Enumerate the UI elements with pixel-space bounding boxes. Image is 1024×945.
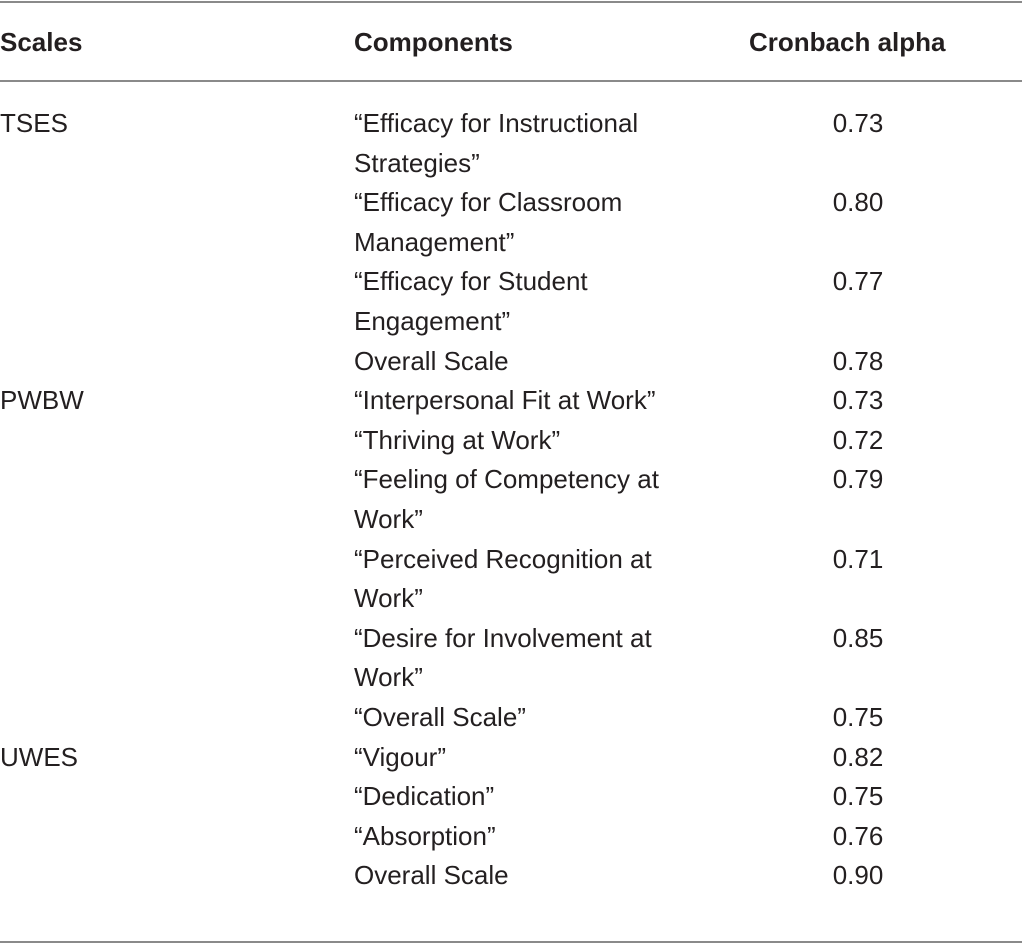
- table-row: [0, 540, 1022, 619]
- table-row: [0, 817, 1022, 857]
- table-row: [0, 777, 1022, 817]
- component-cell: “Perceived Recognition at Work”: [354, 543, 652, 614]
- component-cell: “Thriving at Work”: [354, 424, 561, 455]
- table-row: [0, 342, 1022, 382]
- header-separator-rule: [0, 80, 1022, 82]
- component-cell: “Overall Scale”: [354, 701, 526, 732]
- alpha-cell: 0.85: [832, 622, 884, 653]
- component-cell: Overall Scale: [354, 345, 509, 376]
- scale-cell: PWBW: [0, 385, 84, 416]
- alpha-cell: 0.75: [832, 701, 884, 732]
- alpha-cell: 0.71: [832, 543, 884, 574]
- table-row: [0, 856, 1022, 896]
- table-row: [0, 104, 1022, 183]
- component-cell: Overall Scale: [354, 860, 509, 891]
- header-scales: Scales: [0, 27, 83, 57]
- alpha-cell: 0.77: [832, 266, 884, 297]
- alpha-cell: 0.80: [832, 187, 884, 218]
- component-cell: “Interpersonal Fit at Work”: [354, 385, 656, 416]
- alpha-cell: 0.76: [832, 820, 884, 851]
- alpha-cell: 0.72: [832, 424, 884, 455]
- alpha-cell: 0.90: [832, 860, 884, 891]
- table-row: [0, 460, 1022, 539]
- component-cell: “Efficacy for Instructional Strategies”: [354, 108, 639, 178]
- table-row: [0, 619, 1022, 698]
- component-cell: “Efficacy for Classroom Management”: [354, 187, 623, 257]
- scale-cell: UWES: [0, 741, 78, 772]
- component-cell: “Efficacy for Student Engagement”: [354, 266, 588, 336]
- table-row: [0, 698, 1022, 738]
- component-cell: “Dedication”: [354, 781, 495, 812]
- component-cell: “Absorption”: [354, 820, 496, 851]
- component-cell: “Vigour”: [354, 741, 447, 772]
- alpha-cell: 0.73: [832, 108, 884, 138]
- component-cell: “Desire for Involvement at Work”: [354, 622, 652, 693]
- table-top-rule: [0, 1, 1022, 3]
- alpha-cell: 0.82: [832, 741, 884, 772]
- header-components: Components: [354, 27, 513, 57]
- table-row: [0, 738, 1022, 778]
- alpha-cell: 0.73: [832, 385, 884, 416]
- header-cronbach-alpha: Cronbach alpha: [749, 27, 946, 57]
- alpha-cell: 0.75: [832, 781, 884, 812]
- component-cell: “Feeling of Competency at Work”: [354, 464, 659, 534]
- table-row: [0, 421, 1022, 461]
- table-row: [0, 183, 1022, 262]
- table-row: [0, 381, 1022, 421]
- table-row: [0, 262, 1022, 341]
- alpha-cell: 0.79: [832, 464, 884, 495]
- alpha-cell: 0.78: [832, 345, 884, 376]
- table-body: [0, 104, 1022, 896]
- scale-cell: TSES: [0, 108, 68, 138]
- table-bottom-rule: [0, 941, 1022, 943]
